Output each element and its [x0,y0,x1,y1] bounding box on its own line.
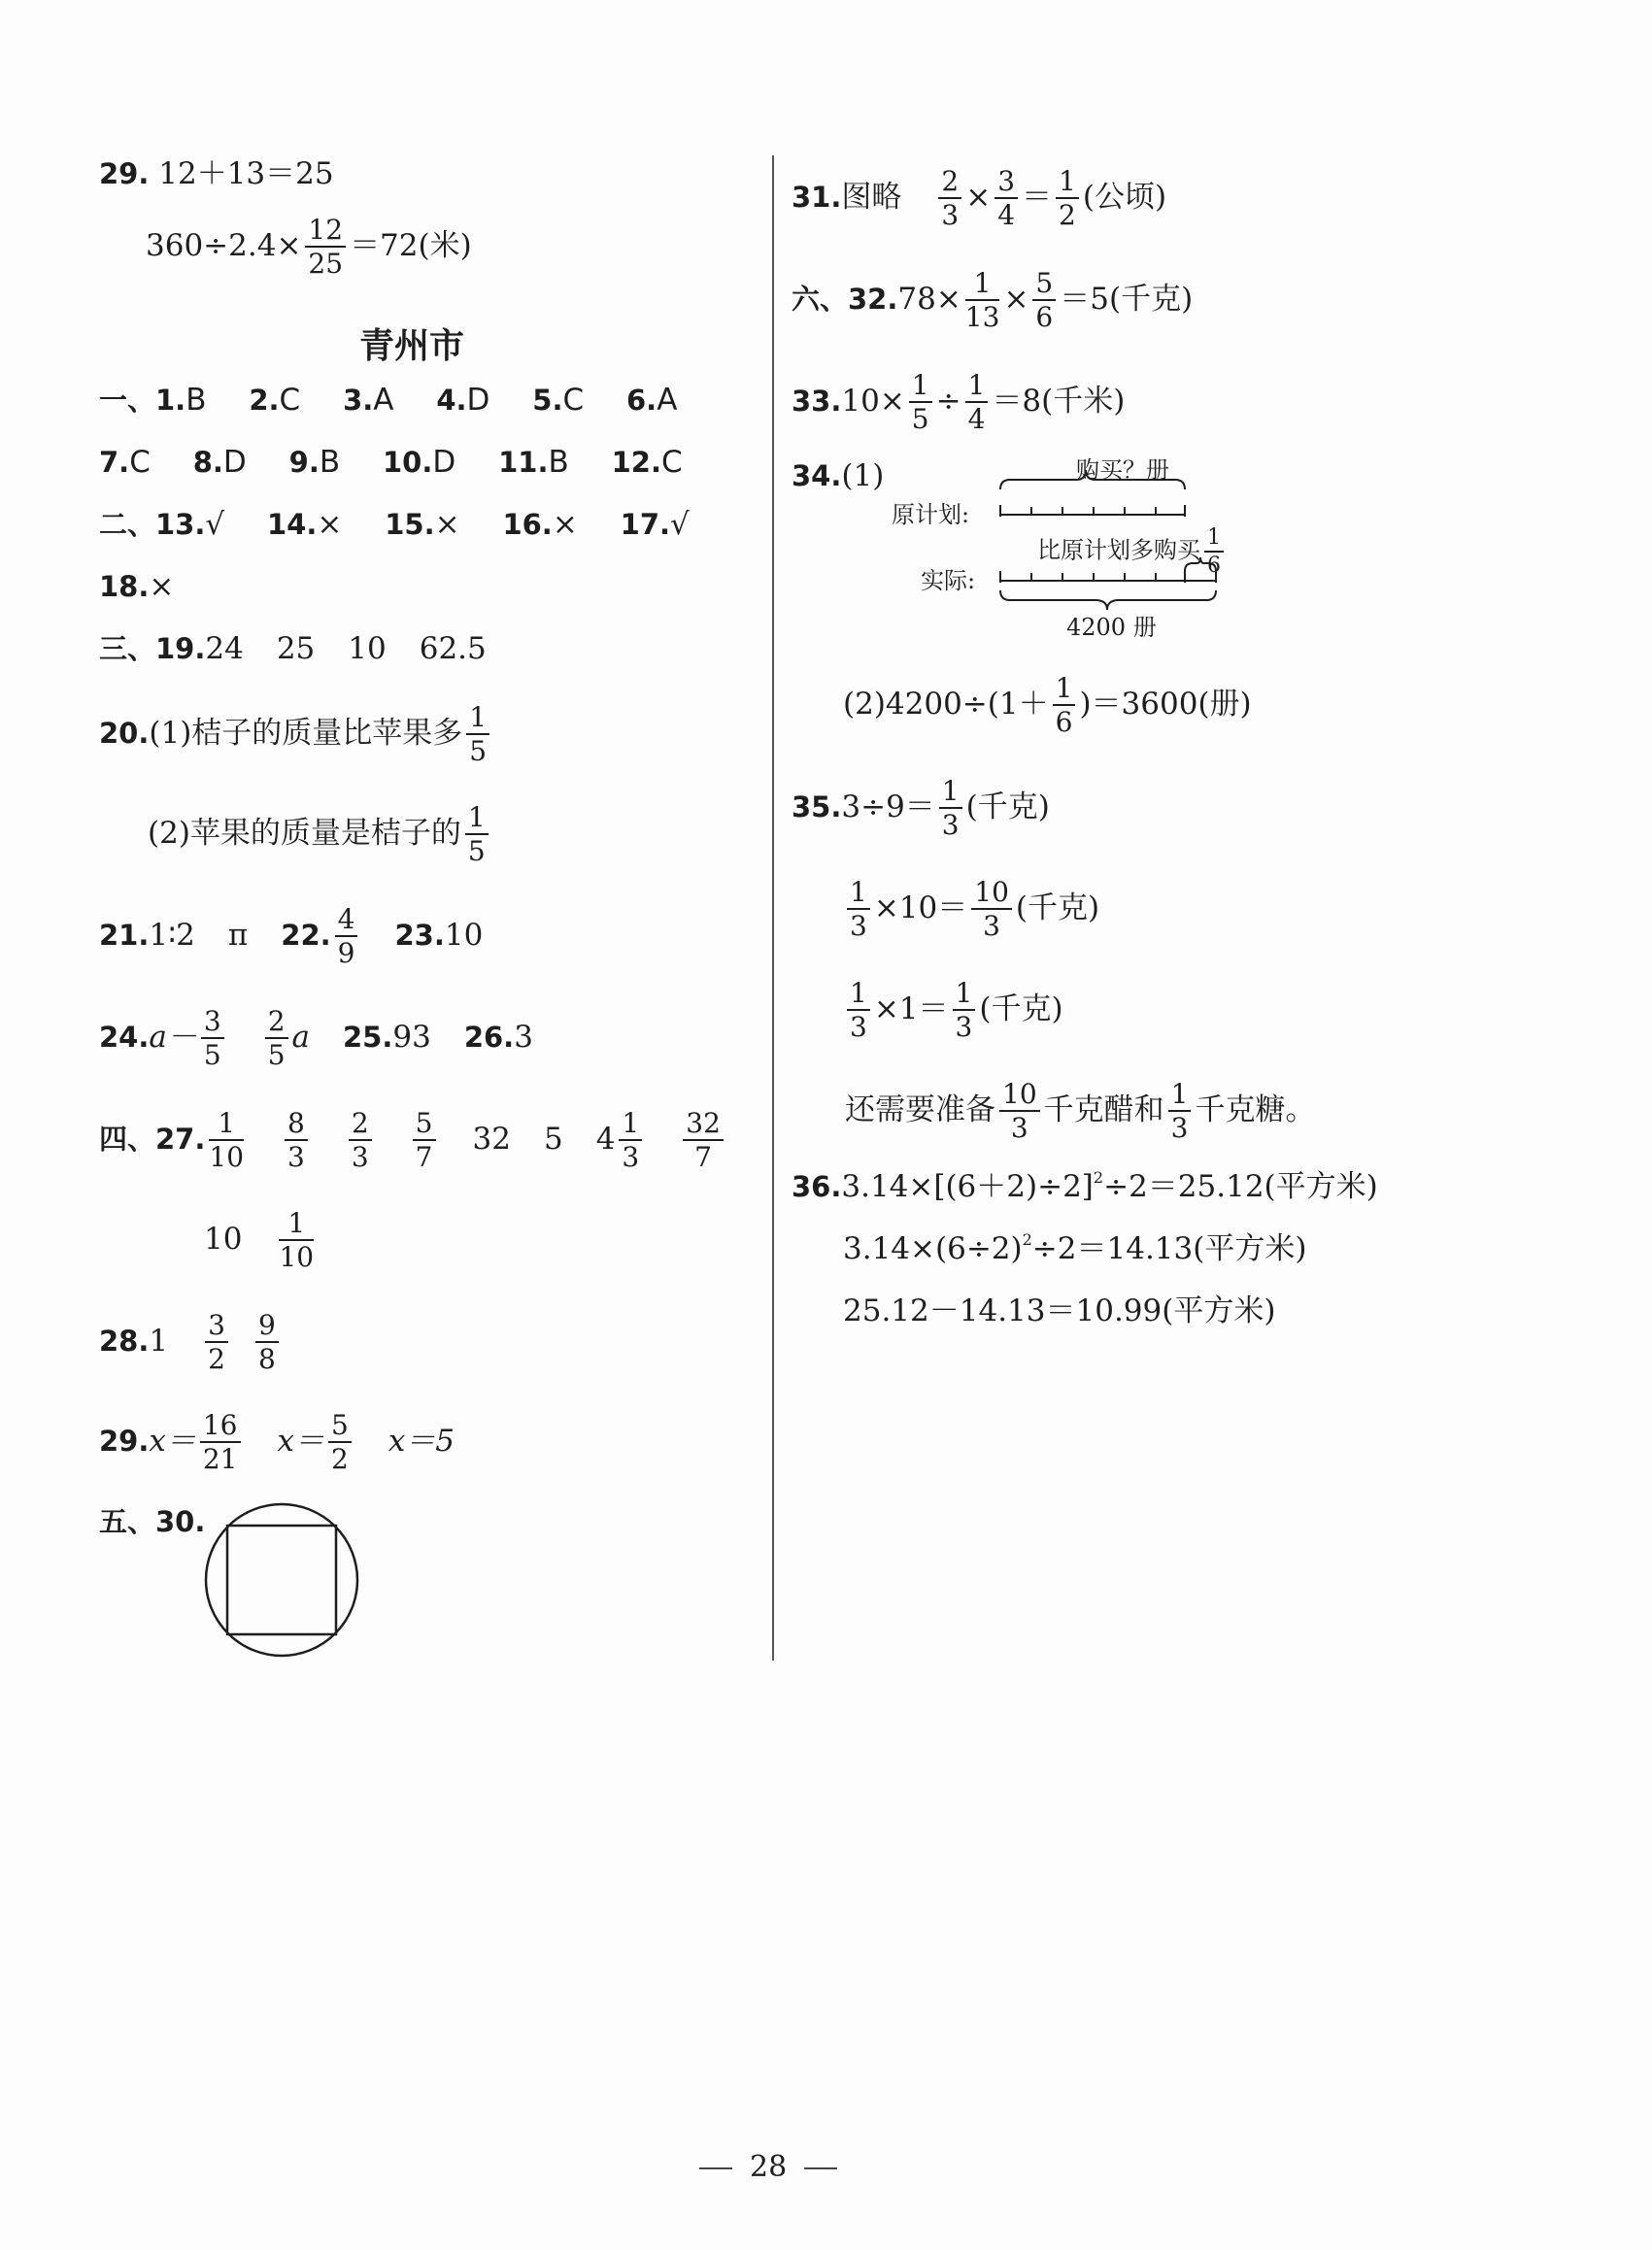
diagram-label-total: 4200 册 [1066,614,1157,641]
answers-24-26: 24.a－ $\frac{3}{5}$ $\frac{2}{5}$ a 25.93 26.3 [99,1005,533,1072]
answers-13-17: 二、13.√ 14.× 15.× 16.× 17.√ [99,507,690,542]
answer-35-line4: 还需要准备 $\frac{10}{3}$ 千克醋和 $\frac{1}{3}$ 千克糖。 [845,1078,1316,1145]
answer-35-line2: $\frac{1}{3}$ ×10＝ $\frac{10}{3}$ (千克) [843,878,1099,941]
expression: 12＋13＝25 [158,156,334,191]
answer-35-line1: 35.3÷9＝ $\frac{1}{3}$ (千克) [792,775,1050,842]
fraction: $\frac{1}{5}$ [465,803,489,866]
page-number: 28 [699,2150,837,2184]
answers-1-6: 一、1.B 2.C 3.A 4.D 5.C 6.A [99,383,678,418]
answer-36-line1: $36.3.14\times[(6+2)\div 2]^2\div 2=25.12$(平方米) [792,1168,1378,1204]
q29-line2 [146,216,472,279]
diagram-label-actual: 实际: [921,567,976,594]
answer-18: 18.× [99,569,175,604]
answer-31: 31.图略 $\frac{2}{3}$ × $\frac{3}{4}$ ＝ $\frac{1}{2}$ (公顷) [792,165,1167,232]
answer-28: 28.1 $\frac{3}{2}$ $\frac{9}{8}$ [99,1311,283,1374]
answer-33: 33.10× $\frac{1}{5}$ ÷ $\frac{1}{4}$ ＝8(千米) [792,369,1126,436]
answer-30: 五、30. [99,1505,206,1538]
expression: 360÷2.4× [146,227,302,263]
answer-34-label: 34.(1) [792,458,885,493]
answer-32: 六、32.78× $\frac{1}{13}$ × $\frac{5}{6}$ ＝5(千克) [792,267,1194,334]
fraction: $\frac{2}{5}$ [265,1007,288,1070]
inscribed-square [227,1526,336,1634]
circle [206,1504,357,1656]
answer-19: 三、19.24 25 10 62.5 [99,631,487,666]
diagram-label-more: 比原计划多购买 $\frac{1}{6}$ [1037,526,1228,577]
circle-square-figure [202,1500,361,1660]
segment-diagram [892,456,1299,641]
fraction: $\frac{4}{9}$ [335,905,358,968]
column-divider [772,155,774,1661]
answer-29: 29.x＝ $\frac{16}{21}$ x＝ $\frac{5}{2}$ x＝5 [99,1409,455,1476]
fraction: $\frac{12}{25}$ [305,216,346,279]
answer-36-line2: $3.14\times(6\div 2)^2\div 2=14.13$(平方米) [843,1230,1307,1266]
answers-7-12: 7.C 8.D 9.B 10.D 11.B 12.C [99,445,683,480]
answer-20-part1: 20.(1)桔子的质量比苹果多 $\frac{1}{5}$ [99,703,493,766]
answers-21-23: 21.1∶2 π 22. $\frac{4}{9}$ 23.10 [99,903,484,970]
answer-35-line3: $\frac{1}{3}$ ×1＝ $\frac{1}{3}$ (千克) [843,979,1063,1042]
diagram-label-plan: 原计划: [892,501,970,528]
answer-20-part2: (2)苹果的质量是桔子的 $\frac{1}{5}$ [148,803,492,866]
answer-27-line2: 10 $\frac{1}{10}$ [204,1207,315,1274]
expression: ＝72(米) [350,227,472,263]
fraction: $\frac{3}{5}$ [201,1007,224,1070]
answer-34-part2: (2)4200÷(1＋ $\frac{1}{6}$ )＝3600(册) [843,672,1252,739]
diagram-label-buy: 购买？册 [1076,456,1169,484]
q29-line1 [99,152,334,195]
section-title: 青州市 [359,326,465,366]
answer-27-line1: 四、27. $\frac{1}{10}$ $\frac{8}{3}$ $\frac{2}{3}$ $\frac{5}{7}$ 32 5 4 $\frac{1}{3}$ $\frac{32}{7}$ [99,1109,727,1172]
answer-36-line3: 25.12－14.13＝10.99(平方米) [843,1293,1276,1328]
question-number: 29. [99,157,150,190]
fraction: $\frac{1}{5}$ [466,703,489,766]
